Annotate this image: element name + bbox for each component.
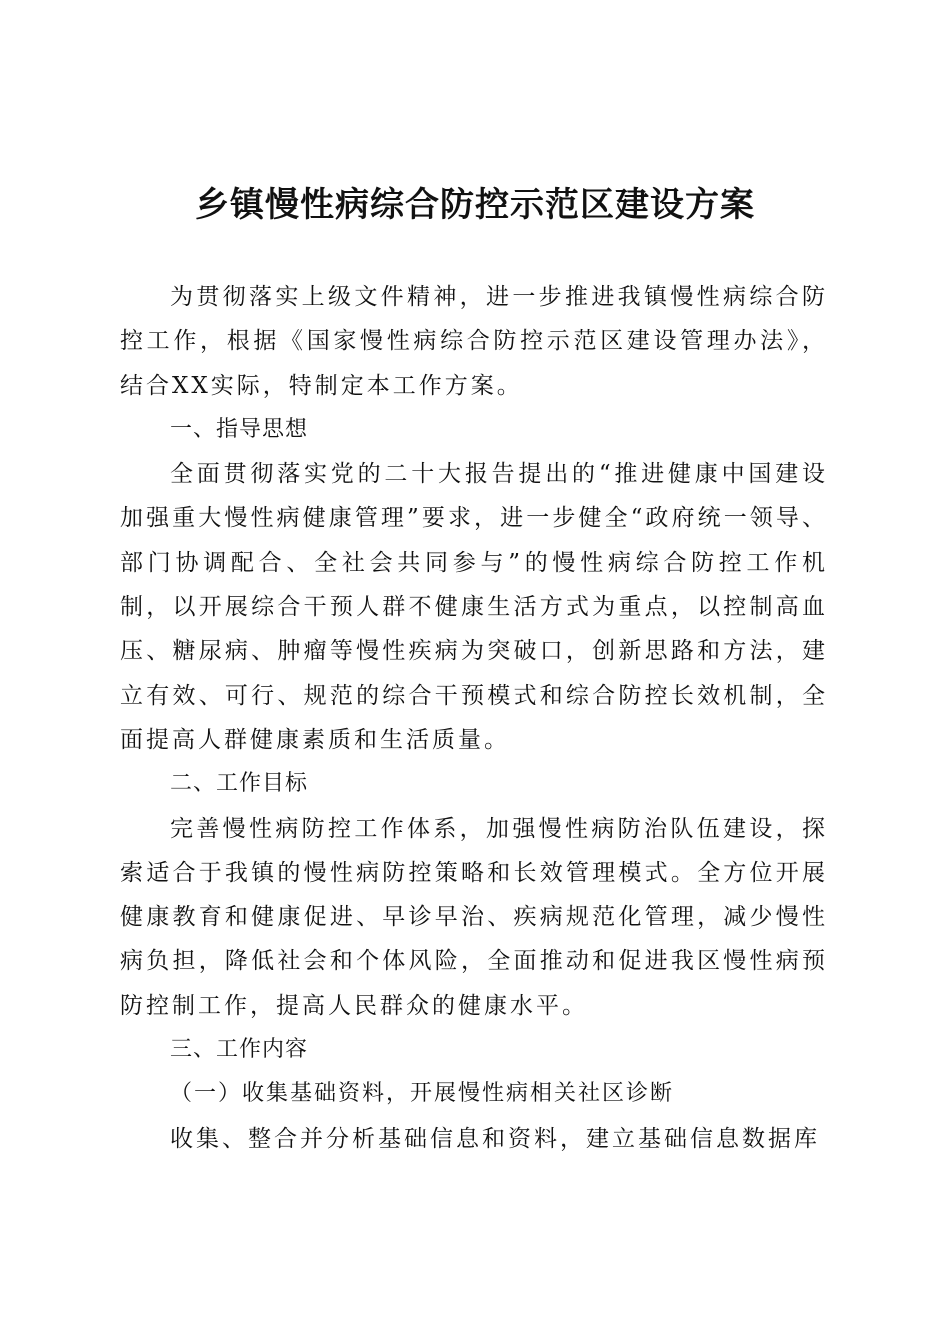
document-title: 乡镇慢性病综合防控示范区建设方案 [195, 185, 755, 225]
subsection-paragraph-basic-data: 收集、整合并分析基础信息和资料，建立基础信息数据库 [170, 1125, 820, 1152]
subsection-heading-basic-data: （一）收集基础资料，开展慢性病相关社区诊断 [170, 1081, 675, 1107]
document-body [120, 275, 828, 1161]
section-paragraph-work-goals: 完善慢性病防控工作体系，加强慢性病防治队伍建设，探索适合于我镇的慢性病防控策略和长效管理模式。全方位开展健康教育和健康促进、早诊早治、疾病规范化管理，减少慢性病负担，降低社会和个体风险，全面推动和促进我区慢性病预防控制工作，提高人民群众的健康水平。 [120, 815, 828, 1019]
section-heading-work-goals: 二、工作目标 [170, 771, 309, 797]
section-heading-guiding-ideology: 一、指导思想 [170, 416, 309, 442]
section-heading-work-content: 三、工作内容 [170, 1037, 309, 1063]
section-paragraph-guiding-ideology: 全面贯彻落实党的二十大报告提出的“推进健康中国建设 加强重大慢性病健康管理”要求，进一步健全“政府统一领导、部门协调配合、全社会共同参与”的慢性病综合防控工作机制，以开展综合干预人群不健康生活方式为重点，以控制高血压、糖尿病、肿瘤等慢性疾病为突破口，创新思路和方法，建立有效、可行、规范的综合干预模式和综合防控长效机制，全面提高人群健康素质和生活质量。 [120, 461, 828, 753]
intro-paragraph: 为贯彻落实上级文件精神，进一步推进我镇慢性病综合防控工作，根据《国家慢性病综合防控示范区建设管理办法》，结合XX实际，特制定本工作方案。 [120, 284, 828, 399]
